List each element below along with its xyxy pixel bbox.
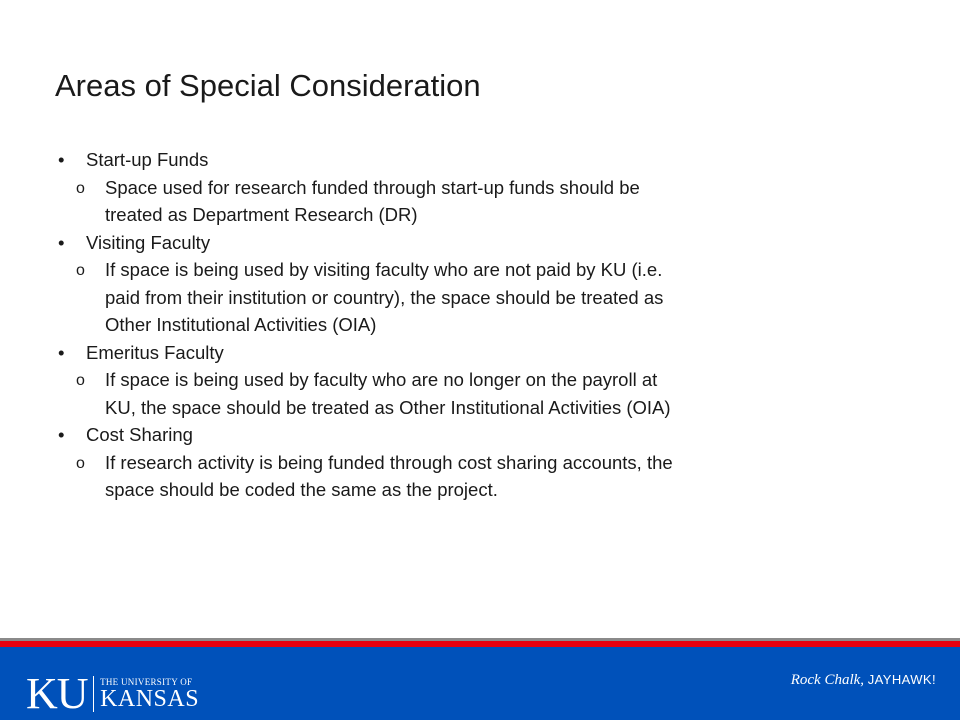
sub-bullet-visiting-faculty: [58, 256, 888, 339]
logo-state-text: KANSAS: [100, 686, 200, 712]
bullet-item-startup-funds: [58, 146, 888, 174]
bullet-list: [58, 146, 888, 504]
sub-bullet-line: KU, the space should be treated as Other Institutional Activities (OIA): [105, 396, 671, 418]
sub-bullet-line: If research activity is being funded through cost sharing accounts, the: [105, 451, 673, 473]
slogan: [791, 671, 936, 689]
logo-university-text: THE UNIVERSITY OF: [100, 677, 193, 687]
ku-logo: [26, 667, 199, 721]
sub-bullet-cost-sharing: [58, 449, 888, 504]
bullet-item-visiting-faculty: [58, 229, 888, 257]
sub-bullet-line: If space is being used by faculty who are no longer on the payroll at: [105, 369, 658, 390]
bullet-label: Visiting Faculty: [86, 231, 211, 253]
bullet-item-cost-sharing: [58, 421, 888, 449]
sub-bullet-marker: o: [76, 372, 85, 389]
slogan-rock-chalk: Rock Chalk,: [790, 672, 868, 688]
footer-blue-band: [0, 647, 960, 720]
bullet-marker: •: [58, 231, 65, 253]
sub-bullet-line: space should be coded the same as the project.: [105, 479, 498, 500]
sub-bullet-startup-funds: [58, 174, 888, 229]
bullet-marker: •: [58, 149, 65, 170]
sub-bullet-line: If space is being used by visiting faculty who are not paid by KU (i.e.: [105, 259, 663, 280]
sub-bullet-line: Space used for research funded through start-up funds should be: [105, 176, 640, 198]
sub-bullet-line: treated as Department Research (DR): [105, 204, 418, 225]
ku-logo-mark: KU: [26, 669, 88, 718]
sub-bullet-line: Other Institutional Activities (OIA): [105, 314, 377, 335]
bullet-label: Cost Sharing: [86, 424, 193, 445]
logo-wordmark: [100, 677, 199, 711]
slogan-jayhawk: JAYHAWK!: [867, 672, 936, 687]
bullet-marker: •: [58, 341, 65, 363]
sub-bullet-marker: o: [76, 179, 85, 197]
sub-bullet-marker: o: [76, 262, 85, 279]
bullet-label: Start-up Funds: [86, 149, 209, 170]
logo-divider: [93, 676, 95, 712]
slide-title: Areas of Special Consideration: [55, 68, 481, 103]
sub-bullet-emeritus-faculty: [58, 366, 888, 421]
bullet-marker: •: [58, 424, 65, 445]
sub-bullet-marker: o: [76, 454, 85, 472]
bullet-item-emeritus-faculty: [58, 339, 888, 367]
bullet-label: Emeritus Faculty: [86, 341, 224, 363]
footer-banner: [0, 638, 960, 720]
sub-bullet-line: paid from their institution or country), the space should be treated as: [105, 286, 664, 308]
